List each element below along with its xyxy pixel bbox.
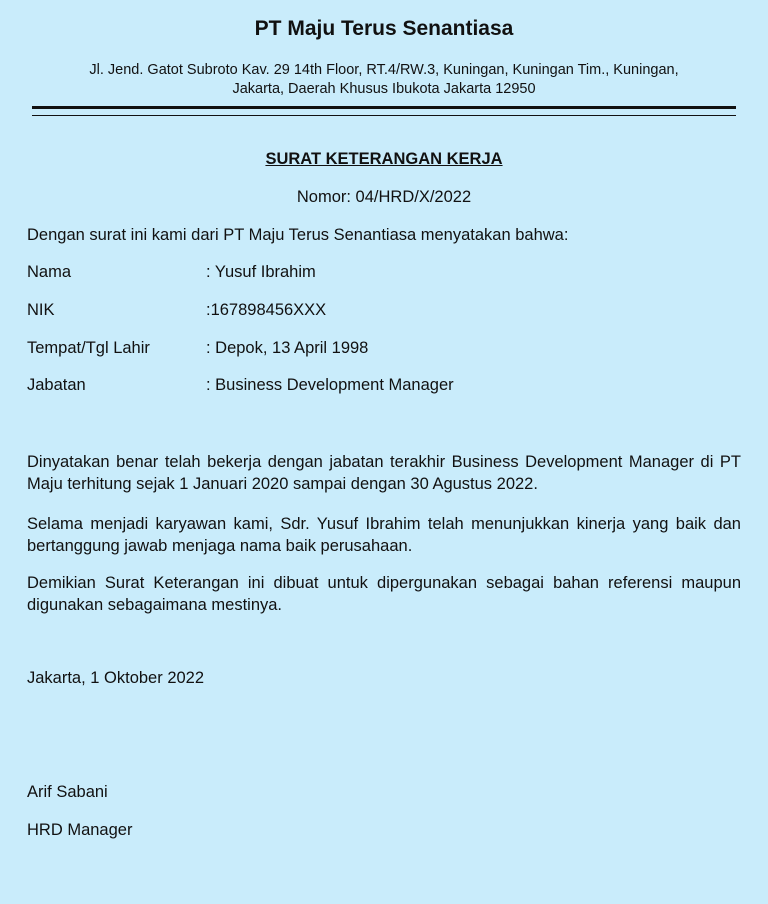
field-label-nik: NIK: [27, 301, 55, 319]
address-line-2: Jakarta, Daerah Khusus Ibukota Jakarta 12950: [232, 81, 536, 97]
paragraph-employment: Dinyatakan benar telah bekerja dengan jabatan terakhir Business Development Manager di PT Maju terhitung sejak 1 Januari 2020 sampai dengan 30 Agustus 2022.: [27, 453, 741, 493]
letterhead-divider-thin: [32, 115, 736, 116]
intro-text: Dengan surat ini kami dari PT Maju Terus Senantiasa menyatakan bahwa:: [27, 226, 569, 244]
field-value-tempat-tgl-lahir: : Depok, 13 April 1998: [206, 339, 369, 357]
field-value-nik: :167898456XXX: [206, 301, 327, 319]
letter-title: SURAT KETERANGAN KERJA: [265, 150, 503, 168]
letterhead-divider-thick: [32, 106, 736, 109]
letter-number: Nomor: 04/HRD/X/2022: [296, 188, 472, 206]
signatory-name: Arif Sabani: [27, 783, 108, 801]
field-label-tempat-tgl-lahir: Tempat/Tgl Lahir: [27, 339, 150, 357]
address-line-1: Jl. Jend. Gatot Subroto Kav. 29 14th Floor, RT.4/RW.3, Kuningan, Kuningan Tim., Kuningan,: [89, 62, 679, 78]
company-address: [40, 61, 728, 99]
field-value-nama: : Yusuf Ibrahim: [206, 263, 316, 281]
signatory-title: HRD Manager: [27, 821, 133, 839]
field-label-jabatan: Jabatan: [27, 376, 86, 394]
place-date: Jakarta, 1 Oktober 2022: [27, 669, 205, 687]
paragraph-performance: Selama menjadi karyawan kami, Sdr. Yusuf Ibrahim telah menunjukkan kinerja yang baik dan bertanggung jawab menjaga nama baik perusahaan.: [27, 515, 741, 555]
field-value-jabatan: : Business Development Manager: [206, 376, 454, 394]
company-name: PT Maju Terus Senantiasa: [254, 17, 514, 40]
paragraph-closing: Demikian Surat Keterangan ini dibuat untuk dipergunakan sebagai bahan referensi maupun digunakan sebagaimana mestinya.: [27, 574, 741, 614]
field-label-nama: Nama: [27, 263, 72, 281]
